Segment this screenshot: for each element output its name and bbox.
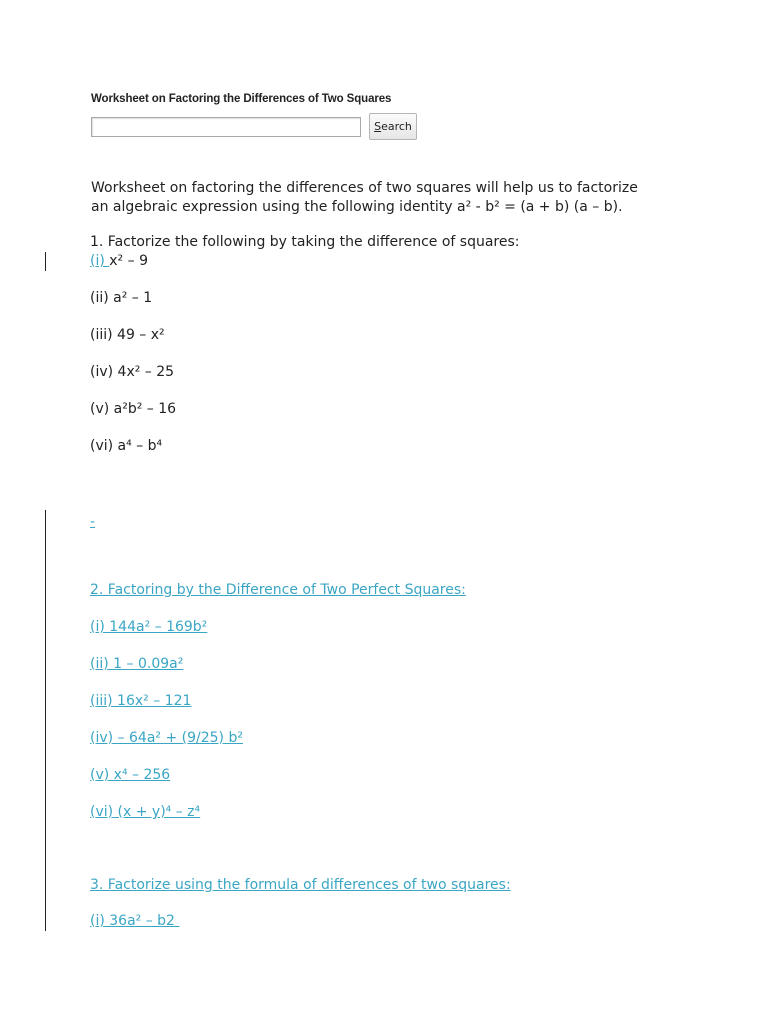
page-title: Worksheet on Factoring the Differences of Two Squares [91, 93, 392, 105]
q1-item-5: (v) a²b² – 16 [90, 401, 177, 417]
q1-item-2: (ii) a² – 1 [90, 290, 153, 306]
text-cursor [45, 252, 46, 271]
q2-item-3 [90, 693, 191, 709]
q3-item-1-link[interactable]: (i) 36a² – b2 [90, 913, 180, 929]
q1-item-1 [90, 253, 148, 269]
q2-item-4-link[interactable]: (iv) – 64a² + (9/25) b² [90, 730, 243, 746]
q2-item-1-link[interactable]: (i) 144a² – 169b² [90, 619, 208, 635]
q2-heading [90, 582, 466, 598]
margin-change-bar [45, 510, 46, 931]
q1-item-1-link[interactable]: (i) [90, 253, 110, 269]
q2-item-3-link[interactable]: (iii) 16x² – 121 [90, 693, 192, 709]
q1-item-3: (iii) 49 – x² [90, 327, 165, 343]
q3-heading [90, 877, 511, 893]
q2-item-2-link[interactable]: (ii) 1 – 0.09a² [90, 656, 184, 672]
intro-paragraph [91, 179, 691, 217]
q2-heading-link[interactable]: 2. Factoring by the Difference of Two Perfect Squares: [90, 582, 466, 598]
q1-heading: 1. Factorize the following by taking the difference of squares: [90, 234, 520, 250]
q1-item-6: (vi) a⁴ – b⁴ [90, 438, 163, 454]
q2-item-2 [90, 656, 183, 672]
q2-item-5 [90, 767, 170, 783]
stray-link [90, 514, 95, 530]
search-input[interactable] [91, 117, 361, 137]
q2-item-4 [90, 730, 243, 746]
q2-item-5-link[interactable]: (v) x⁴ – 256 [90, 767, 171, 783]
search-button-accesskey: S [374, 120, 382, 133]
q3-heading-link[interactable]: 3. Factorize using the formula of differences of two squares: [90, 877, 511, 893]
q1-item-1-expr: x² – 9 [109, 253, 148, 269]
q1-item-4: (iv) 4x² – 25 [90, 364, 175, 380]
q2-item-6-link[interactable]: (vi) (x + y)⁴ – z⁴ [90, 804, 201, 820]
intro-line-1: Worksheet on factoring the differences of two squares will help us to factorize [91, 180, 638, 196]
q2-item-1 [90, 619, 207, 635]
search-button-label: earch [381, 120, 412, 133]
search-button[interactable] [369, 113, 417, 140]
intro-line-2: an algebraic expression using the following identity a² - b² = (a + b) (a – b). [91, 199, 623, 215]
q3-item-1 [90, 913, 179, 929]
stray-link-text[interactable]: - [90, 514, 96, 530]
q2-item-6 [90, 804, 200, 820]
